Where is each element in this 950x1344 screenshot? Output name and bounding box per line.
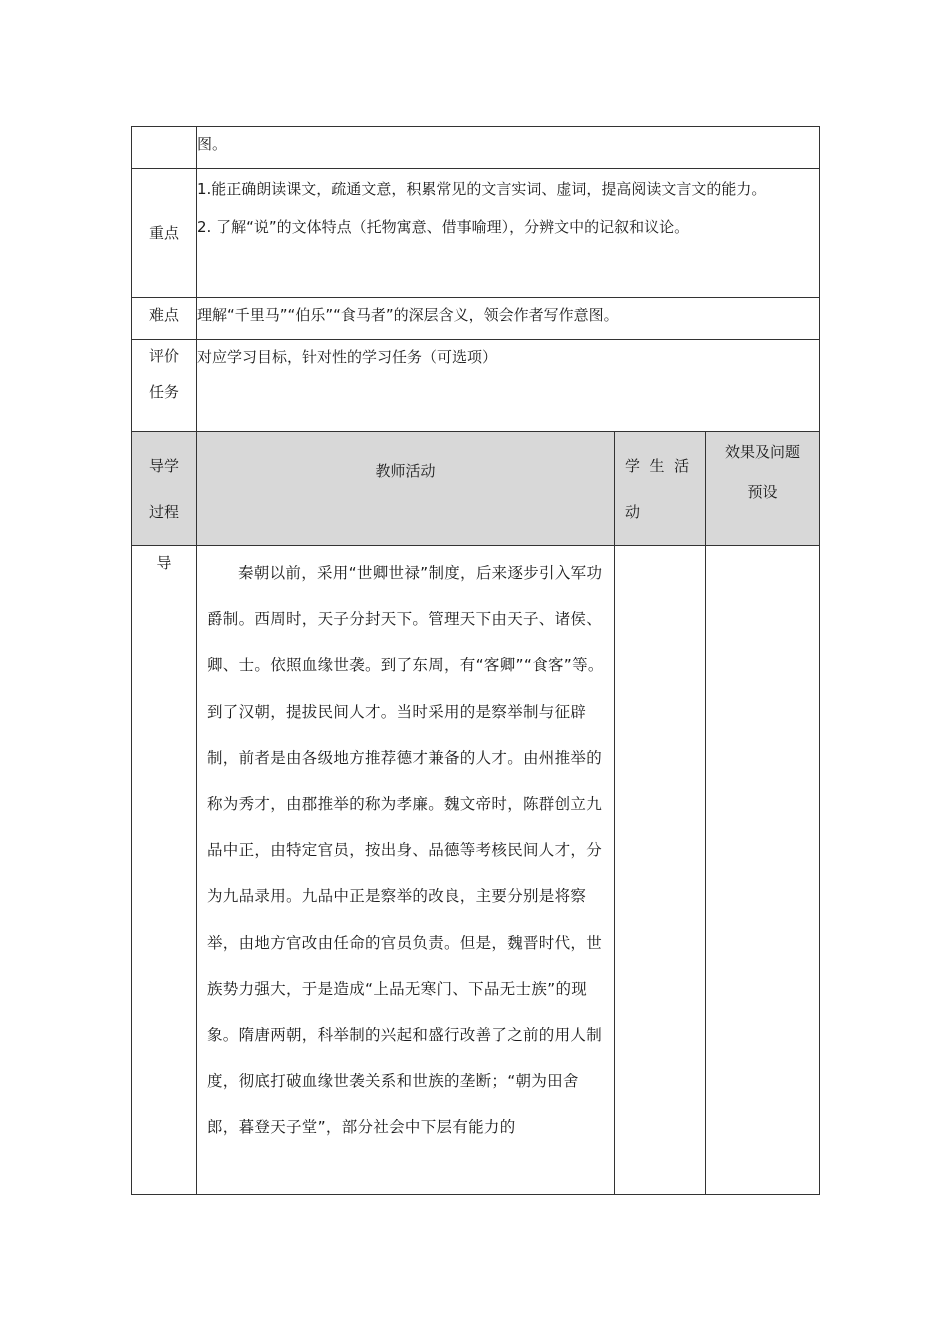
- content-row: [132, 546, 820, 1195]
- process-label-line2: 过程: [148, 502, 179, 521]
- tail-text: 图。: [197, 135, 228, 153]
- process-header-cell: [132, 432, 197, 546]
- teacher-activity-cell: [197, 546, 615, 1195]
- student-header-line2: 动: [625, 502, 641, 521]
- effect-cell: [706, 546, 820, 1195]
- teacher-activity-header: 教师活动: [375, 462, 436, 480]
- difficulty-text-cell: [197, 298, 820, 340]
- effect-header-cell: [706, 432, 820, 546]
- focus-row: [132, 169, 820, 298]
- effect-header-line1: 效果及问题: [725, 443, 801, 461]
- evaluation-text: 对应学习目标，针对性的学习任务（可选项）: [197, 348, 498, 366]
- evaluation-label-line1: 评价: [148, 347, 179, 365]
- focus-label-cell: [132, 169, 197, 298]
- evaluation-row: [132, 340, 820, 432]
- difficulty-text: 理解“千里马”“伯乐”“食马者”的深层含义，领会作者写作意图。: [197, 306, 619, 324]
- focus-text-cell: [197, 169, 820, 298]
- stage-cell: [132, 546, 197, 1195]
- evaluation-label-cell: [132, 340, 197, 432]
- tail-label-cell: [132, 127, 197, 169]
- difficulty-row: [132, 298, 820, 340]
- tail-text-cell: [197, 127, 820, 169]
- teacher-activity-text: 秦朝以前，采用“世卿世禄”制度，后来逐步引入军功爵制。西周时，天子分封天下。管理天下由天子、诸侯、卿、士。依照血缘世袭。到了东周，有“客卿”“食客”等。到了汉朝，提拔民间人才。当时采用的是察举制与征辟制，前者是由各级地方推荐德才兼备的人才。由州推举的称为秀才，由郡推举的称为孝廉。魏文帝时，陈群创立九品中正，由特定官员，按出身、品德等考核民间人才，分为九品录用。九品中正是察举的改良，主要分别是将察举，由地方官改由任命的官员负责。但是，魏晋时代，世族势力强大，于是造成“上品无寒门、下品无士族”的现象。隋唐两朝，科举制的兴起和盛行改善了之前的用人制度，彻底打破血缘世袭关系和世族的垄断；“朝为田舍郎，暮登天子堂”，部分社会中下层有能力的: [207, 564, 604, 1137]
- student-header-cell: [615, 432, 706, 546]
- student-activity-cell: [615, 546, 706, 1195]
- focus-item-2: 2. 了解“说”的文体特点（托物寓意、借事喻理），分辨文中的记叙和议论。: [197, 218, 690, 236]
- teacher-header-cell: [197, 432, 615, 546]
- stage-label: 导: [156, 554, 172, 572]
- evaluation-label-line2: 任务: [148, 383, 179, 401]
- focus-item-1: 1.能正确朗读课文，疏通文意，积累常见的文言实词、虚词，提高阅读文言文的能力。: [197, 180, 767, 198]
- tail-row: [132, 127, 820, 169]
- evaluation-text-cell: [197, 340, 820, 432]
- process-label-line1: 导学: [148, 456, 179, 475]
- student-header-line1: 学 生 活: [625, 456, 690, 475]
- focus-label: 重点: [148, 224, 179, 242]
- effect-header-line2: 预设: [747, 483, 778, 501]
- process-header-row: [132, 432, 820, 546]
- difficulty-label: 难点: [148, 306, 179, 324]
- difficulty-label-cell: [132, 298, 197, 340]
- lesson-plan-table: [131, 126, 820, 1195]
